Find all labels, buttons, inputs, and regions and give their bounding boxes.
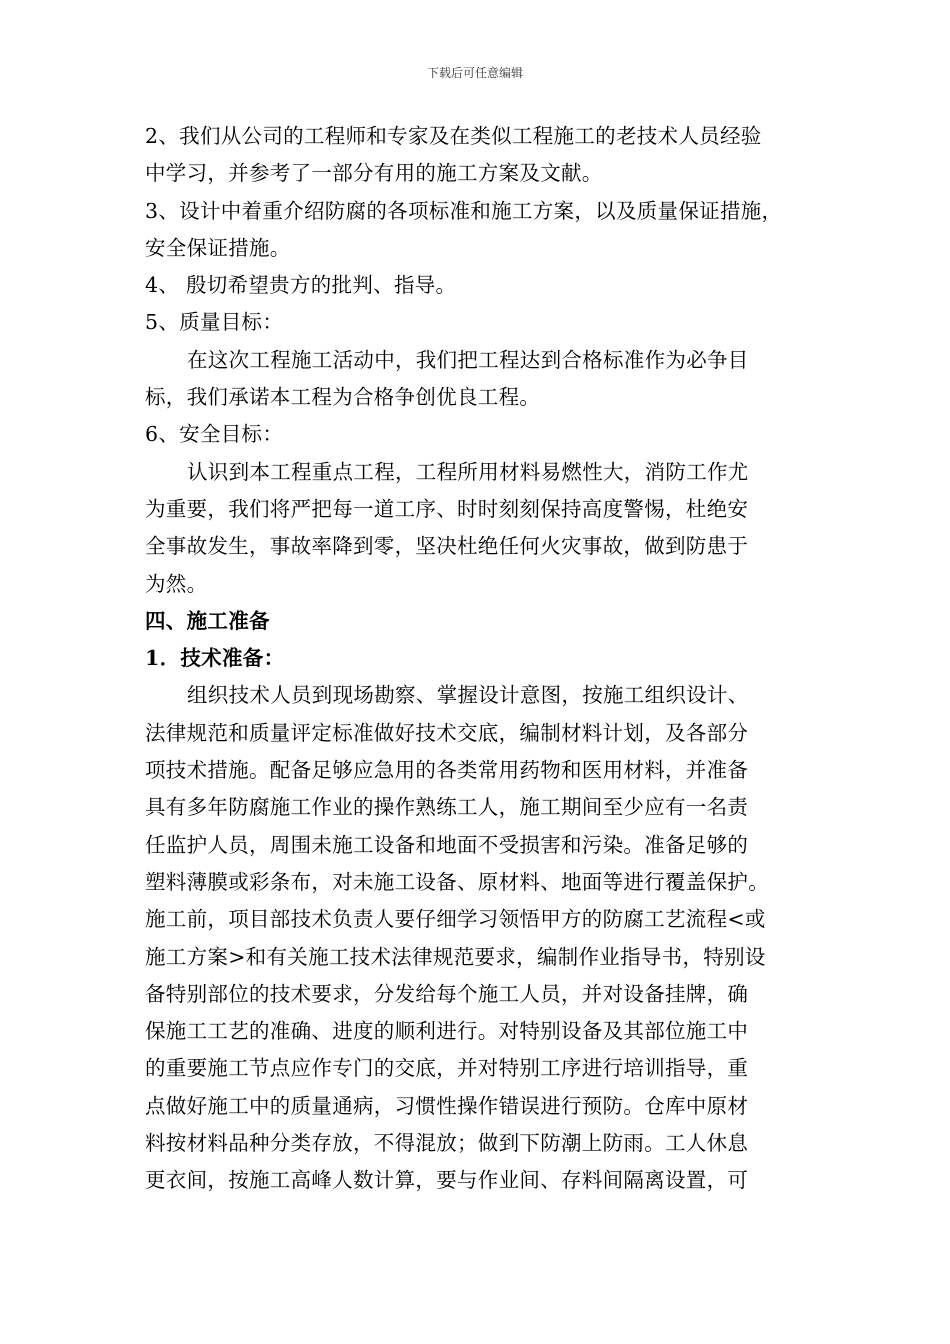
- subsection-heading: 1．技术准备：: [145, 646, 285, 671]
- text-line: 更衣间，按施工高峰人数计算，要与作业间、存料间隔离设置，可: [145, 1168, 749, 1193]
- text-line: 标，我们承诺本工程为合格争创优良工程。: [145, 385, 541, 410]
- text-line: 3、设计中着重介绍防腐的各项标准和施工方案，以及质量保证措施，: [145, 198, 783, 223]
- text-line: 2、我们从公司的工程师和专家及在类似工程施工的老技术人员经验: [145, 124, 762, 148]
- text-line: 全事故发生，事故率降到零，坚决杜绝任何火灾事故，做到防患于: [145, 534, 749, 559]
- text-line: 6、安全目标：: [145, 422, 284, 447]
- text-line: 5、质量目标：: [145, 310, 284, 335]
- text-line: 在这次工程施工活动中，我们把工程达到合格标准作为必争目: [187, 347, 749, 372]
- text-line: 组织技术人员到现场勘察、掌握设计意图，按施工组织设计、: [187, 683, 749, 708]
- text-line: 具有多年防腐施工作业的操作熟练工人，施工期间至少应有一名责: [145, 795, 749, 820]
- text-line: 的重要施工节点应作专门的交底，并对特别工序进行培训指导，重: [145, 1056, 749, 1081]
- section-heading: 四、施工准备: [145, 608, 270, 633]
- text-line: 任监护人员，周围未施工设备和地面不受损害和污染。准备足够的: [145, 832, 749, 857]
- text-line: 塑料薄膜或彩条布，对未施工设备、原材料、地面等进行覆盖保护。: [145, 869, 769, 894]
- text-line: 料按材料品种分类存放，不得混放；做到下防潮上防雨。工人休息: [145, 1131, 749, 1156]
- text-line: 备特别部位的技术要求，分发给每个施工人员，并对设备挂牌，确: [145, 981, 749, 1006]
- text-line: 施工前，项目部技术负责人要仔细学习领悟甲方的防腐工艺流程<或: [145, 907, 766, 932]
- document-body: [145, 118, 825, 1200]
- text-line: 中学习，并参考了一部分有用的施工方案及文献。: [145, 161, 603, 186]
- text-line: 点做好施工中的质量通病，习惯性操作错误进行预防。仓库中原材: [145, 1093, 749, 1118]
- text-line: 项技术措施。配备足够应急用的各类常用药物和医用材料，并准备: [145, 758, 749, 783]
- text-line: 4、 殷切希望贵方的批判、指导。: [145, 273, 457, 298]
- text-line: 为然。: [145, 571, 208, 596]
- text-line: 法律规范和质量评定标准做好技术交底，编制材料计划，及各部分: [145, 720, 749, 745]
- text-line: 安全保证措施。: [145, 235, 291, 260]
- text-line: 认识到本工程重点工程，工程所用材料易燃性大，消防工作尤: [187, 459, 749, 484]
- text-line: 保施工工艺的准确、进度的顺利进行。对特别设备及其部位施工中: [145, 1019, 749, 1044]
- text-line: 为重要，我们将严把每一道工序、时时刻刻保持高度警惕，杜绝安: [145, 496, 749, 521]
- text-line: 施工方案>和有关施工技术法律规范要求，编制作业指导书，特别设: [145, 944, 766, 969]
- page-header-note: 下载后可任意编辑: [426, 66, 523, 80]
